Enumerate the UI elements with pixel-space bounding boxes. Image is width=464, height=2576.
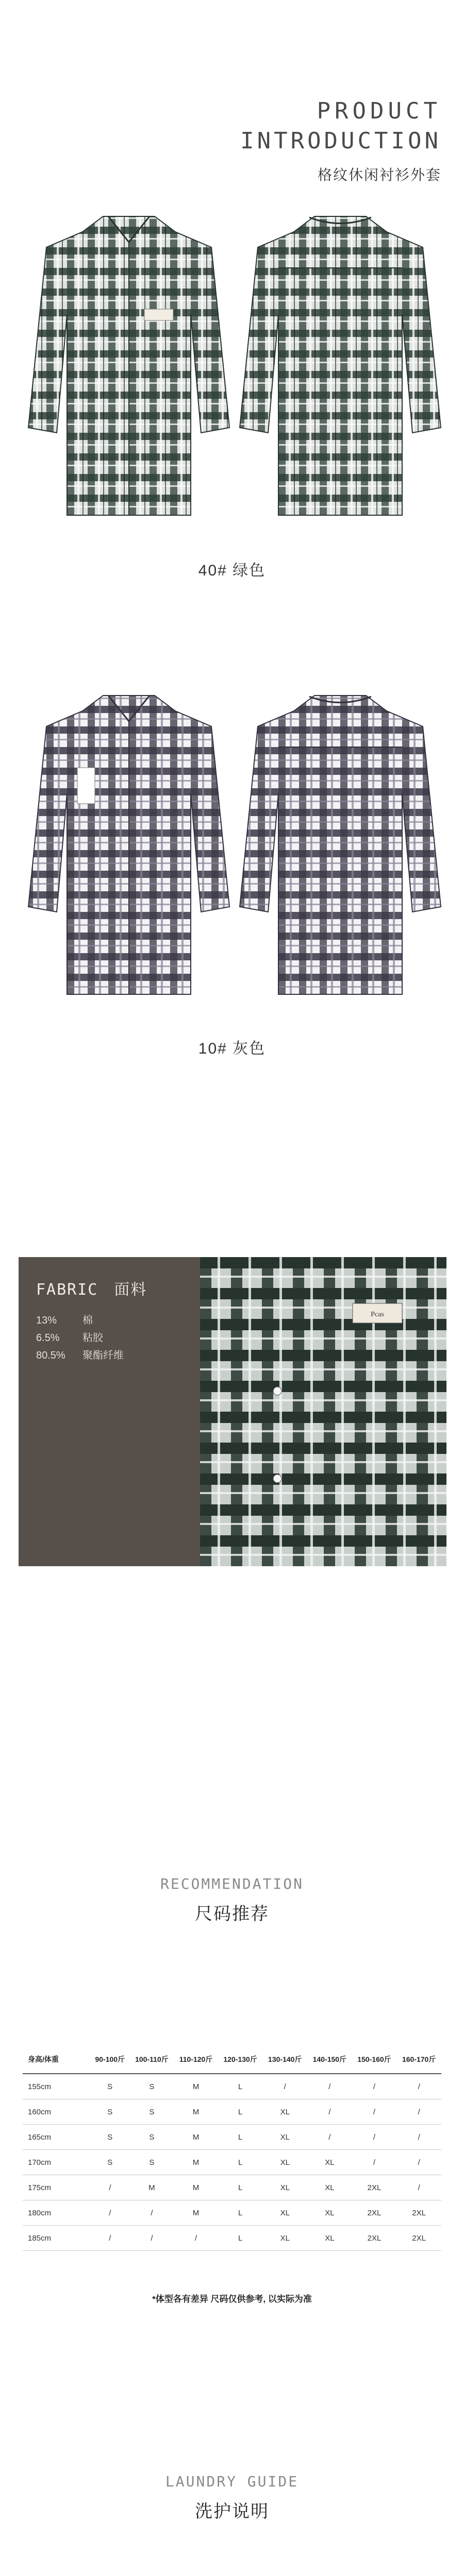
size-height-cell: 165cm [23, 2125, 90, 2150]
intro-section [0, 0, 464, 196]
size-value-cell: / [396, 2125, 441, 2150]
size-value-cell: / [396, 2074, 441, 2099]
laundry-header [0, 2473, 464, 2522]
fabric-tag-text: Pcas [371, 1311, 384, 1318]
recommendation-title-cn: 尺码推荐 [195, 1904, 269, 1924]
size-table-row [23, 2200, 441, 2226]
size-value-cell: / [396, 2150, 441, 2175]
laundry-title-en: LAUNDRY GUIDE [165, 2473, 299, 2490]
size-table-row [23, 2125, 441, 2150]
size-value-cell: XL [262, 2099, 307, 2125]
size-value-cell: / [352, 2150, 397, 2175]
size-value-cell: / [307, 2074, 352, 2099]
size-header-cell: 150-160斤 [352, 2045, 397, 2074]
size-value-cell: S [90, 2074, 130, 2099]
size-value-cell: 2XL [352, 2175, 397, 2200]
size-table-row [23, 2175, 441, 2200]
size-value-cell: XL [262, 2226, 307, 2251]
fabric-title-cn: 面料 [114, 1281, 147, 1298]
shirt-front-image [26, 685, 232, 999]
size-value-cell: / [90, 2200, 130, 2226]
size-height-cell: 170cm [23, 2150, 90, 2175]
fabric-title-en: FABRIC [36, 1281, 98, 1299]
intro-subtitle: 格纹休闲衬衫外套 [317, 167, 441, 183]
size-header-cell: 110-120斤 [174, 2045, 218, 2074]
intro-title-line1: PRODUCT [317, 98, 441, 124]
size-value-cell: 2XL [396, 2226, 441, 2251]
size-header-cell: 100-110斤 [130, 2045, 174, 2074]
variant-photo-row-grey [0, 685, 464, 1015]
size-value-cell: M [174, 2074, 218, 2099]
size-height-cell: 185cm [23, 2226, 90, 2251]
size-header-cell: 160-170斤 [396, 2045, 441, 2074]
intro-title-line2: INTRODUCTION [240, 128, 441, 154]
size-table-row [23, 2226, 441, 2251]
size-table-header-row [23, 2045, 441, 2074]
size-value-cell: / [130, 2200, 174, 2226]
composition-row: 80.5% 聚酯纤维 [36, 1350, 124, 1361]
size-value-cell: XL [262, 2200, 307, 2226]
size-value-cell: XL [262, 2150, 307, 2175]
size-value-cell: XL [307, 2150, 352, 2175]
size-value-cell: M [174, 2200, 218, 2226]
size-value-cell: S [90, 2125, 130, 2150]
laundry-title-cn: 洗护说明 [195, 2502, 269, 2521]
size-value-cell: L [218, 2099, 263, 2125]
size-table [23, 2045, 441, 2251]
recommendation-header [0, 1875, 464, 1925]
size-header-cell: 130-140斤 [262, 2045, 307, 2074]
composition-row: 6.5% 粘胶 [36, 1332, 103, 1344]
size-value-cell: / [130, 2226, 174, 2251]
size-value-cell: L [218, 2074, 263, 2099]
size-height-cell: 175cm [23, 2175, 90, 2200]
size-value-cell: XL [262, 2175, 307, 2200]
size-value-cell: L [218, 2200, 263, 2226]
fabric-title [36, 1277, 147, 1299]
size-height-cell: 160cm [23, 2099, 90, 2125]
size-value-cell: S [90, 2099, 130, 2125]
size-value-cell: / [307, 2099, 352, 2125]
size-value-cell: / [352, 2099, 397, 2125]
size-header-cell: 140-150斤 [307, 2045, 352, 2074]
size-value-cell: 2XL [352, 2226, 397, 2251]
size-value-cell: / [352, 2074, 397, 2099]
size-value-cell: L [218, 2226, 263, 2251]
size-value-cell: XL [307, 2226, 352, 2251]
size-value-cell: M [174, 2175, 218, 2200]
size-table-row [23, 2150, 441, 2175]
size-value-cell: / [396, 2175, 441, 2200]
size-value-cell: L [218, 2125, 263, 2150]
shirt-back-image [237, 206, 443, 520]
size-value-cell: S [130, 2099, 174, 2125]
size-value-cell: S [130, 2074, 174, 2099]
size-value-cell: M [130, 2175, 174, 2200]
size-note: *体型各有差异 尺码仅供参考, 以实际为准 [152, 2294, 312, 2304]
recommendation-title-en: RECOMMENDATION [160, 1875, 304, 1892]
size-table-row [23, 2099, 441, 2125]
size-value-cell: / [307, 2125, 352, 2150]
size-height-cell: 180cm [23, 2200, 90, 2226]
shirt-back-image [237, 685, 443, 999]
size-value-cell: XL [307, 2200, 352, 2226]
size-value-cell: M [174, 2125, 218, 2150]
size-value-cell: / [174, 2226, 218, 2251]
size-value-cell: / [90, 2226, 130, 2251]
fabric-closeup-image [200, 1257, 446, 1566]
variant-photo-row-green [0, 206, 464, 536]
size-value-cell: / [90, 2175, 130, 2200]
size-value-cell: / [262, 2074, 307, 2099]
fabric-section [0, 1257, 464, 1566]
size-value-cell: L [218, 2175, 263, 2200]
size-value-cell: M [174, 2099, 218, 2125]
size-value-cell: M [174, 2150, 218, 2175]
size-value-cell: XL [262, 2125, 307, 2150]
composition-row: 13% 棉 [36, 1315, 93, 1326]
fabric-composition-list [36, 1312, 124, 1364]
size-value-cell: / [352, 2125, 397, 2150]
size-value-cell: 2XL [396, 2200, 441, 2226]
size-value-cell: L [218, 2150, 263, 2175]
size-value-cell: 2XL [352, 2200, 397, 2226]
fabric-info-panel [19, 1257, 200, 1566]
size-header-cell: 90-100斤 [90, 2045, 130, 2074]
variant-label-grey: 10# 灰色 [198, 1040, 266, 1057]
size-value-cell: S [130, 2125, 174, 2150]
size-value-cell: / [396, 2099, 441, 2125]
size-table-body [23, 2074, 441, 2251]
size-value-cell: S [130, 2150, 174, 2175]
size-value-cell: XL [307, 2175, 352, 2200]
size-header-cell: 身高/体重 [23, 2045, 90, 2074]
size-table-row [23, 2074, 441, 2099]
shirt-front-image [26, 206, 232, 520]
variant-label-green: 40# 绿色 [198, 562, 266, 579]
size-header-cell: 120-130斤 [218, 2045, 263, 2074]
size-value-cell: S [90, 2150, 130, 2175]
size-height-cell: 155cm [23, 2074, 90, 2099]
